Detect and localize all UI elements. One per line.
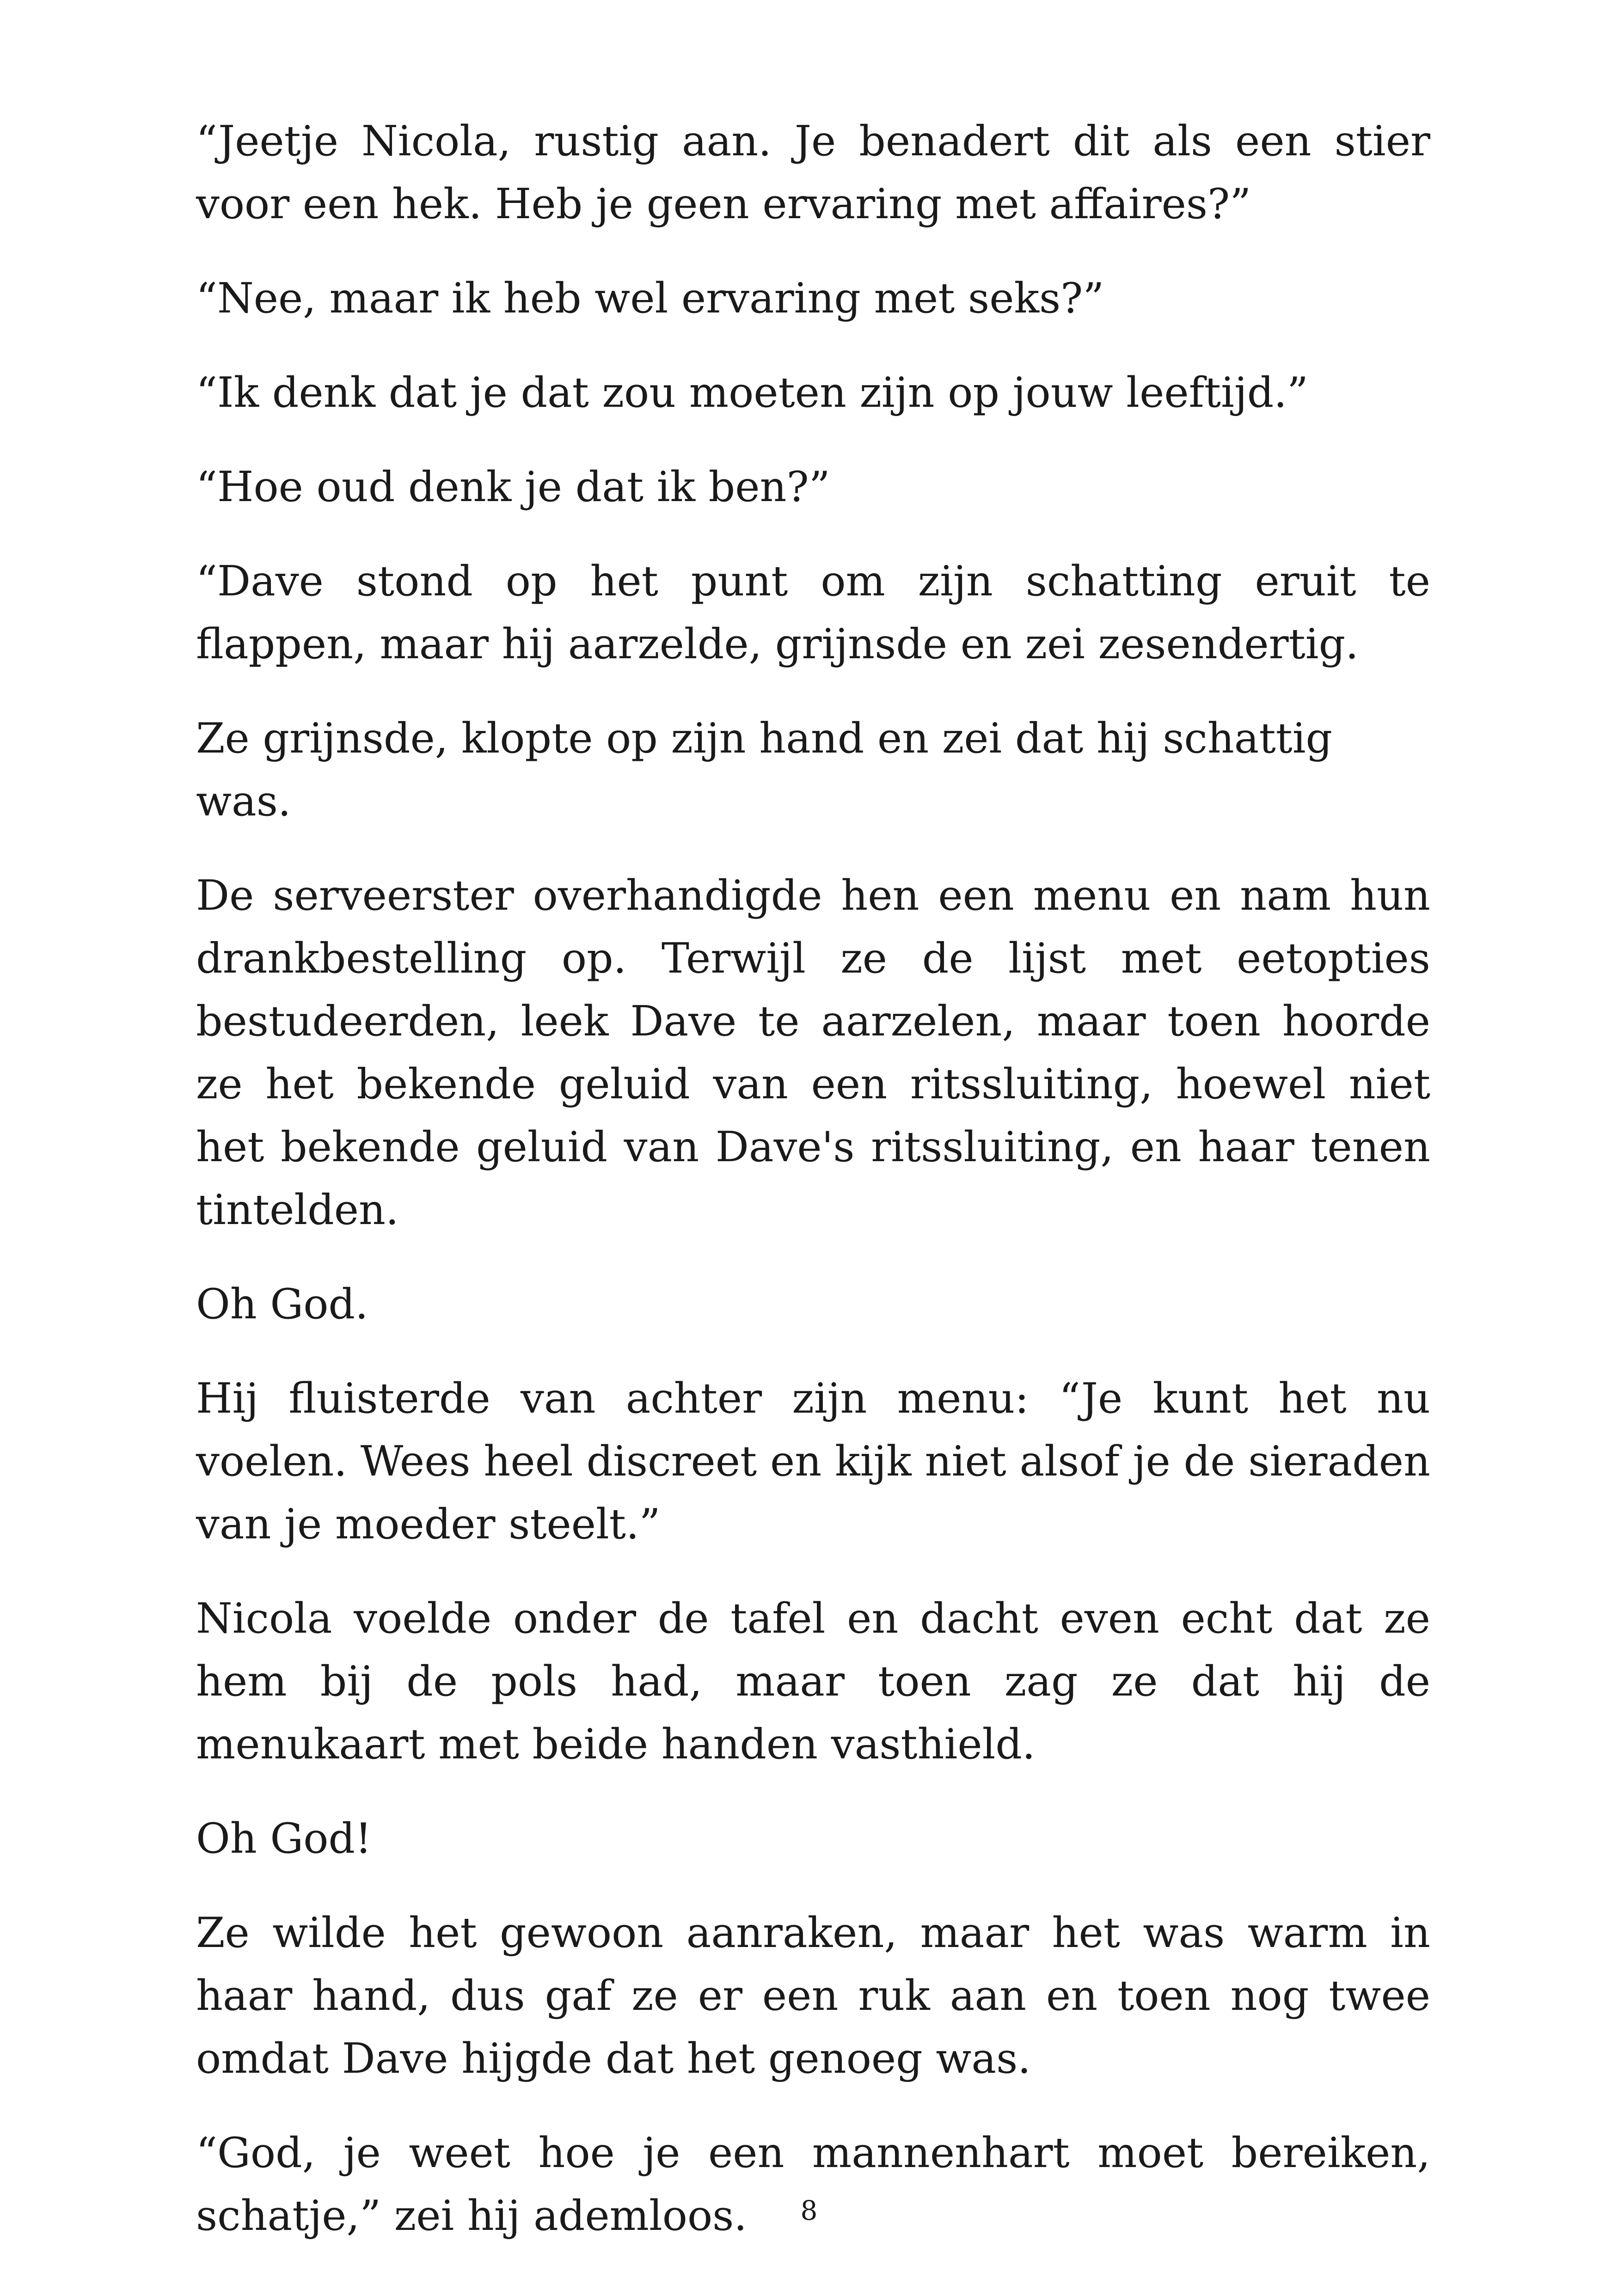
page-number: 8 [800,2195,818,2226]
paragraph: “God, je weet hoe je een mannenhart moet bereiken, schatje,” zei hij ademloos. [196,2129,1430,2240]
paragraph: Ze grijnsde, klopte op zijn hand en zei dat hij schattig was. [196,714,1333,826]
paragraph: “Dave stond op het punt om zijn schatting eruit te flappen, maar hij aarzelde, grijnsde en zei zesendertig. [196,557,1430,668]
paragraph: “Hoe oud denk je dat ik ben?” [196,463,830,511]
paragraph: De serveerster overhandigde hen een menu en nam hun drankbestelling op. Terwijl ze de lijst met eetopties bestudeerden, leek Dave te aarzelen, maar toen hoorde ze het bekende geluid van een ritssluiting, hoewel niet het bekende geluid van Dave's ritssluiting, en haar tenen tintelden. [196,871,1430,1234]
paragraph: Hij fluisterde van achter zijn menu: “Je kunt het nu voelen. Wees heel discreet en kijk niet alsof je de sieraden van je moeder steelt.” [196,1374,1430,1549]
paragraph: “Nee, maar ik heb wel ervaring met seks?” [196,274,1104,323]
paragraph: Oh God. [196,1280,368,1329]
body-text [196,110,1430,2279]
paragraph: Ze wilde het gewoon aanraken, maar het was warm in haar hand, dus gaf ze er een ruk aan en toen nog twee omdat Dave hijgde dat het genoeg was. [196,1909,1430,2083]
paragraph: “Jeetje Nicola, rustig aan. Je benadert dit als een stier voor een hek. Heb je geen ervaring met affaires?” [196,117,1430,228]
paragraph: “Ik denk dat je dat zou moeten zijn op jouw leeftijd.” [196,368,1309,417]
paragraph: Oh God! [196,1814,372,1863]
paragraph: Nicola voelde onder de tafel en dacht even echt dat ze hem bij de pols had, maar toen zag ze dat hij de menukaart met beide handen vasthield. [196,1594,1430,1769]
